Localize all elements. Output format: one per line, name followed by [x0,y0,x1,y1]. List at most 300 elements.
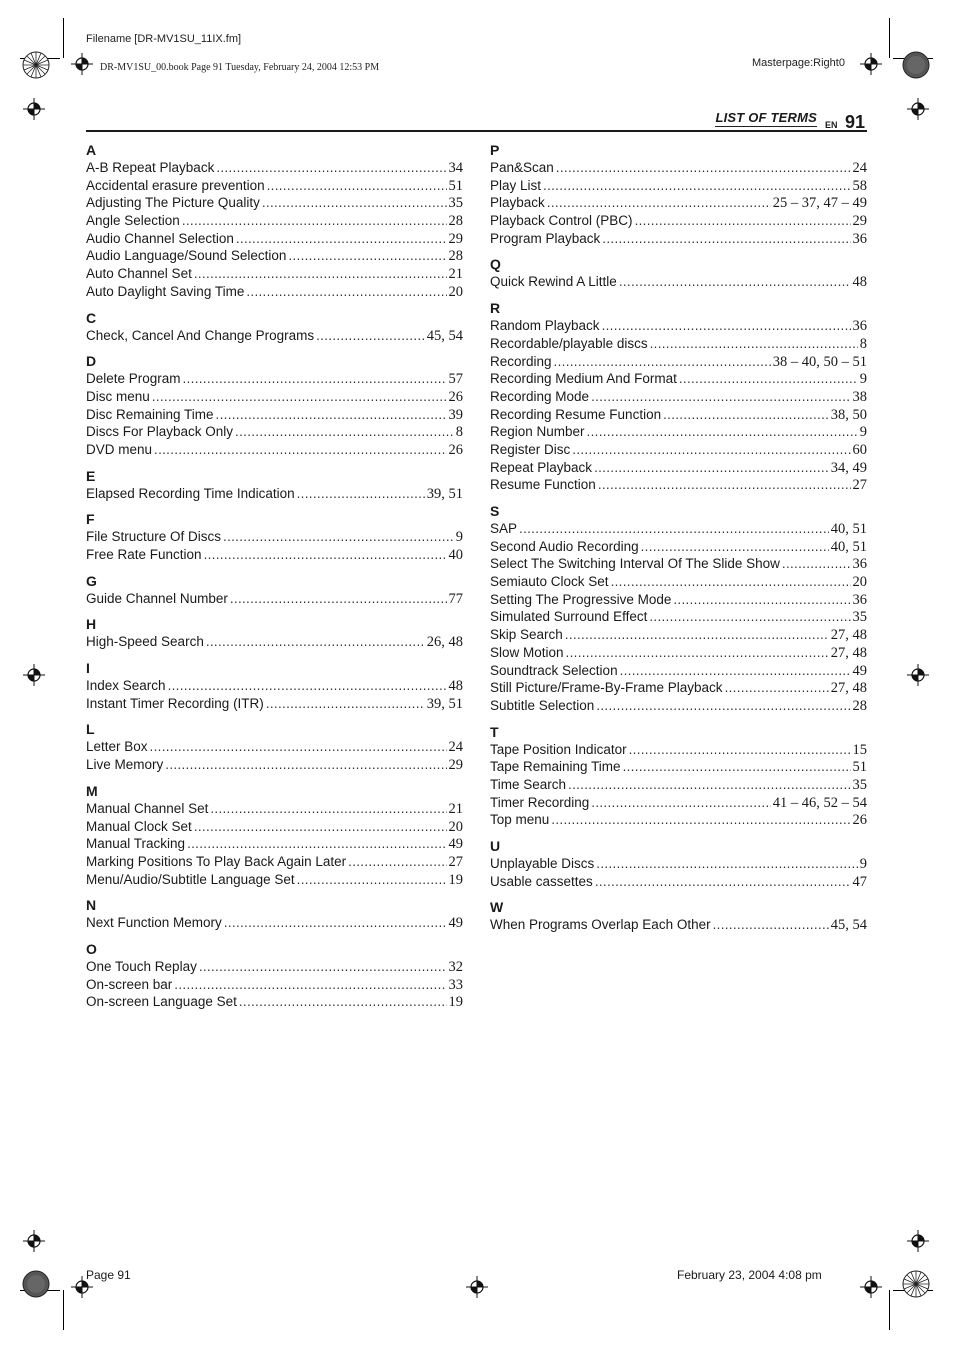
index-entry [86,212,463,230]
index-entry [490,873,867,891]
leader-dots [236,230,447,248]
index-entry [490,388,867,406]
title-underline [715,126,817,127]
leader-dots [547,194,771,212]
leader-dots [596,855,857,873]
entry-pages: 40, 51 [830,521,867,537]
index-entry [86,695,463,713]
entry-pages: 27 [852,477,867,494]
registration-disc-icon [22,51,50,79]
entry-pages: 49 [448,915,463,932]
entry-term: When Programs Overlap Each Other [490,917,711,933]
index-entry [490,679,867,697]
entry-term: Instant Timer Recording (ITR) [86,695,264,711]
entry-term: Adjusting The Picture Quality [86,195,260,211]
leader-dots [297,871,447,889]
entry-pages: 9 [859,424,867,441]
index-section [490,837,867,890]
entry-pages: 51 [448,177,463,194]
leader-dots [266,695,425,713]
entry-term: Recording Resume Function [490,406,662,422]
index-entry [490,697,867,715]
entry-pages: 20 [448,818,463,835]
leader-dots [650,335,858,353]
page-number: 91 [845,112,866,132]
leader-dots [262,194,447,212]
leader-dots [168,677,447,695]
entry-pages: 20 [852,574,867,591]
entry-term: Menu/Audio/Subtitle Language Set [86,871,295,887]
leader-dots [288,247,446,265]
index-entry [86,800,463,818]
entry-term: Playback Control (PBC) [490,213,633,229]
index-entry [490,273,867,291]
entry-term: Resume Function [490,477,596,493]
entry-pages: 32 [448,958,463,975]
leader-dots [152,388,447,406]
book-info: DR-MV1SU_00.book Page 91 Tuesday, February 24, 2004 12:53 PM [100,62,380,73]
index-entry [86,677,463,695]
index-entry [490,441,867,459]
entry-term: Check, Cancel And Change Programs [86,327,315,343]
index-entry [86,230,463,248]
section-letter: L [86,721,95,738]
leader-dots [565,626,829,644]
entry-term: Quick Rewind A Little [490,274,617,290]
index-entry [490,626,867,644]
leader-dots [587,423,858,441]
entry-term: Tape Position Indicator [490,741,627,757]
entry-term: Usable cassettes [490,873,593,889]
leader-dots [210,800,446,818]
entry-pages: 29 [448,757,463,774]
leader-dots [663,406,829,424]
entry-pages: 28 [448,248,463,265]
section-letter: S [490,503,500,519]
leader-dots [183,370,447,388]
registration-disc-icon [902,51,930,79]
page-title [715,110,817,125]
leader-dots [216,406,447,424]
leader-dots [619,273,851,291]
section-letter: A [86,142,97,158]
index-entry [490,855,867,873]
index-entry [490,555,867,573]
registration-target-icon [23,664,45,686]
index-entry [490,916,867,934]
leader-dots [543,177,850,195]
entry-pages: 48 [852,274,867,291]
entry-pages: 25 – 37, 47 – 49 [772,195,867,212]
leader-dots [239,993,447,1011]
registration-target-icon [466,1276,488,1298]
entry-term: Setting The Progressive Mode [490,591,672,607]
index-section [86,309,463,345]
index-entry [86,546,463,564]
entry-pages: 77 [448,590,463,607]
section-letter: P [490,142,500,158]
entry-pages: 49 [852,662,867,679]
registration-disc-icon [902,1270,930,1298]
leader-dots [297,485,425,503]
entry-term: Disc Remaining Time [86,406,214,422]
entry-pages: 27, 48 [830,680,867,697]
leader-dots [591,388,850,406]
index-entry [86,818,463,836]
index-entry [490,662,867,680]
entry-term: Recordable/playable discs [490,335,648,351]
entry-term: Letter Box [86,739,148,755]
index-entry [490,212,867,230]
entry-term: Play List [490,177,542,193]
entry-pages: 29 [448,230,463,247]
index-entry [86,528,463,546]
page-title-text: LIST OF TERMS [715,110,817,125]
section-letter: W [490,899,504,916]
entry-pages: 41 – 46, 52 – 54 [772,794,867,811]
entry-term: Audio Channel Selection [86,230,234,246]
footer-page: Page 91 [86,1268,131,1282]
index-section [490,502,867,715]
index-entry [490,459,867,477]
entry-term: Unplayable Discs [490,856,595,871]
leader-dots [246,283,446,301]
registration-disc-icon [22,1270,50,1298]
entry-pages: 35 [852,609,867,626]
index-section [86,659,463,712]
leader-dots [611,573,851,591]
index-entry [490,608,867,626]
entry-term: Second Audio Recording [490,538,639,554]
leader-dots [519,520,829,538]
leader-dots [174,976,446,994]
entry-term: Delete Program [86,371,181,387]
index-section [86,720,463,773]
index-entry [86,871,463,889]
footer-date: February 23, 2004 4:08 pm [677,1268,822,1282]
index-entry [490,423,867,441]
leader-dots [596,697,850,715]
entry-pages: 28 [448,213,463,230]
leader-dots [598,476,851,494]
leader-dots [566,644,829,662]
index-section [86,940,463,1011]
index-entry [490,335,867,353]
index-entry [86,485,463,503]
entry-term: Index Search [86,678,166,694]
entry-pages: 19 [448,871,463,888]
index-entry [86,283,463,301]
entry-term: Top menu [490,812,550,828]
entry-pages: 36 [852,318,867,335]
index-entry [86,756,463,774]
leader-dots [649,608,850,626]
index-entry [490,476,867,494]
leader-dots [594,459,829,477]
entry-term: Semiauto Clock Set [490,574,609,590]
registration-target-icon [860,53,882,75]
index-entry [490,194,867,212]
entry-pages: 34, 49 [830,459,867,476]
entry-term: File Structure Of Discs [86,529,222,545]
leader-dots [635,212,851,230]
index-entry [490,230,867,248]
index-entry [86,958,463,976]
entry-pages: 9 [859,371,867,388]
index-entry [490,538,867,556]
index-section [490,898,867,934]
index-entry [490,353,867,371]
entry-pages: 20 [448,283,463,300]
index-entry [86,633,463,651]
section-letter: U [490,838,501,854]
section-letter: G [86,572,97,589]
entry-term: Region Number [490,424,585,440]
entry-pages: 15 [852,741,867,758]
leader-dots [679,370,858,388]
index-section [86,510,463,563]
entry-pages: 39, 51 [426,695,463,712]
registration-target-icon [23,98,45,120]
leader-dots [629,741,851,759]
leader-dots [725,679,829,697]
entry-pages: 27, 48 [830,627,867,644]
index-section [490,299,867,494]
section-letter: R [490,300,501,317]
entry-term: Manual Tracking [86,836,186,852]
leader-dots [165,756,446,774]
entry-term: Still Picture/Frame-By-Frame Playback [490,680,723,696]
entry-pages: 49 [448,836,463,853]
leader-dots [572,441,850,459]
entry-term: Time Search [490,776,567,792]
leader-dots [194,818,447,836]
entry-term: Pan&Scan [490,160,554,175]
entry-term: Audio Language/Sound Selection [86,248,287,264]
entry-pages: 47 [852,873,867,890]
entry-term: High-Speed Search [86,634,204,650]
entry-term: Angle Selection [86,213,180,229]
leader-dots [348,853,446,871]
index-entry [490,776,867,794]
entry-pages: 39 [448,406,463,423]
leader-dots [602,230,850,248]
index-entry [490,591,867,609]
index-section [86,572,463,608]
registration-target-icon [71,53,93,75]
entry-term: Disc menu [86,388,150,404]
entry-pages: 39, 51 [426,485,463,502]
language-badge: EN [825,120,838,130]
entry-term: Random Playback [490,318,600,334]
index-section [86,615,463,651]
index-entry [86,976,463,994]
section-letter: I [86,660,90,677]
entry-term: On-screen Language Set [86,994,237,1010]
index-entry [490,317,867,335]
entry-pages: 21 [448,800,463,817]
leader-dots [568,776,850,794]
crop-mark [63,18,64,58]
entry-pages: 45, 54 [830,917,867,934]
entry-term: A-B Repeat Playback [86,160,215,175]
entry-pages: 21 [448,266,463,283]
index-section [86,352,463,458]
index-section [490,141,867,247]
entry-pages: 48 [448,678,463,695]
entry-pages: 24 [448,739,463,756]
entry-pages: 35 [852,776,867,793]
entry-term: SAP [490,521,518,536]
index-column-left [86,141,463,1019]
entry-pages: 27 [448,853,463,870]
index-entry [490,573,867,591]
index-entry [490,520,867,538]
index-entry [86,194,463,212]
index-entry [86,853,463,871]
section-letter: E [86,467,96,484]
masterpage-label: Masterpage:Right0 [752,57,845,69]
entry-term: One Touch Replay [86,958,197,974]
section-letter: H [86,616,97,633]
entry-term: Free Rate Function [86,547,202,562]
entry-pages: 8 [859,335,867,352]
registration-target-icon [907,98,929,120]
registration-target-icon [860,1276,882,1298]
leader-dots [673,591,850,609]
index-entry [490,794,867,812]
entry-term: Next Function Memory [86,915,222,931]
section-letter: N [86,897,97,914]
leader-dots [595,873,851,891]
entry-pages: 51 [852,759,867,776]
entry-pages: 38, 50 [830,406,867,423]
section-letter: D [86,353,97,370]
leader-dots [230,590,447,608]
entry-term: Tape Remaining Time [490,759,621,775]
leader-dots [551,811,850,829]
leader-dots [602,317,851,335]
leader-dots [199,958,447,976]
entry-term: Auto Daylight Saving Time [86,283,245,299]
index-entry [86,441,463,459]
leader-dots [187,835,446,853]
index-entry [490,644,867,662]
entry-pages: 29 [852,213,867,230]
index-entry [86,914,463,932]
index-entry [86,835,463,853]
entry-pages: 8 [455,424,463,441]
index-section [86,141,463,301]
registration-target-icon [907,1230,929,1252]
entry-term: Accidental erasure prevention [86,177,265,193]
entry-term: Subtitle Selection [490,697,595,713]
section-letter: M [86,782,98,799]
entry-pages: 36 [852,230,867,247]
leader-dots [713,916,829,934]
leader-dots [623,758,851,776]
leader-dots [182,212,447,230]
index-entry [86,370,463,388]
entry-pages: 38 [852,388,867,405]
leader-dots [194,265,447,283]
crop-mark [889,1290,890,1330]
entry-term: Program Playback [490,230,601,246]
entry-pages: 45, 54 [426,327,463,344]
entry-term: Manual Channel Set [86,800,209,816]
section-letter: Q [490,256,501,273]
index-entry [86,265,463,283]
index-entry [490,159,867,177]
index-entry [86,177,463,195]
leader-dots [154,441,446,459]
entry-pages: 36 [852,591,867,608]
entry-term: DVD menu [86,441,153,457]
index-section [490,723,867,829]
index-entry [86,159,463,177]
entry-term: Skip Search [490,627,563,643]
entry-term: Register Disc [490,441,571,457]
entry-pages: 27, 48 [830,644,867,661]
entry-pages: 34 [448,160,463,176]
index-entry [86,388,463,406]
registration-target-icon [907,664,929,686]
index-section [490,255,867,291]
leader-dots [316,327,425,345]
index-entry [86,327,463,345]
index-entry [490,741,867,759]
leader-dots [216,159,446,177]
entry-pages: 58 [852,177,867,194]
entry-pages: 28 [852,697,867,714]
entry-term: Soundtrack Selection [490,662,618,678]
index-entry [490,370,867,388]
entry-pages: 26 [448,388,463,405]
entry-pages: 26 [448,441,463,458]
entry-term: Auto Channel Set [86,266,192,282]
leader-dots [235,423,454,441]
index-section [86,896,463,932]
leader-dots [150,738,447,756]
entry-term: On-screen bar [86,976,173,992]
entry-term: Recording Mode [490,388,590,404]
index-entry [86,738,463,756]
leader-dots [641,538,829,556]
entry-term: Repeat Playback [490,459,593,475]
entry-term: Select The Switching Interval Of The Slide Show [490,556,780,572]
entry-term: Slow Motion [490,644,564,660]
entry-pages: 9 [859,856,867,872]
entry-term: Discs For Playback Only [86,424,234,440]
entry-term: Guide Channel Number [86,590,228,606]
crop-mark [889,18,890,58]
entry-pages: 26 [852,812,867,829]
entry-term: Recording Medium And Format [490,371,677,387]
entry-term: Manual Clock Set [86,818,192,834]
entry-term: Marking Positions To Play Back Again Later [86,853,347,869]
entry-pages: 24 [852,160,867,176]
entry-term: Live Memory [86,757,164,773]
entry-pages: 35 [448,195,463,212]
index-column-right [490,141,867,942]
header-rule [86,130,867,132]
index-entry [490,811,867,829]
index-section [86,467,463,503]
leader-dots [591,794,770,812]
entry-pages: 40, 51 [830,538,867,555]
index-entry [490,177,867,195]
entry-term: Elapsed Recording Time Indication [86,485,295,501]
